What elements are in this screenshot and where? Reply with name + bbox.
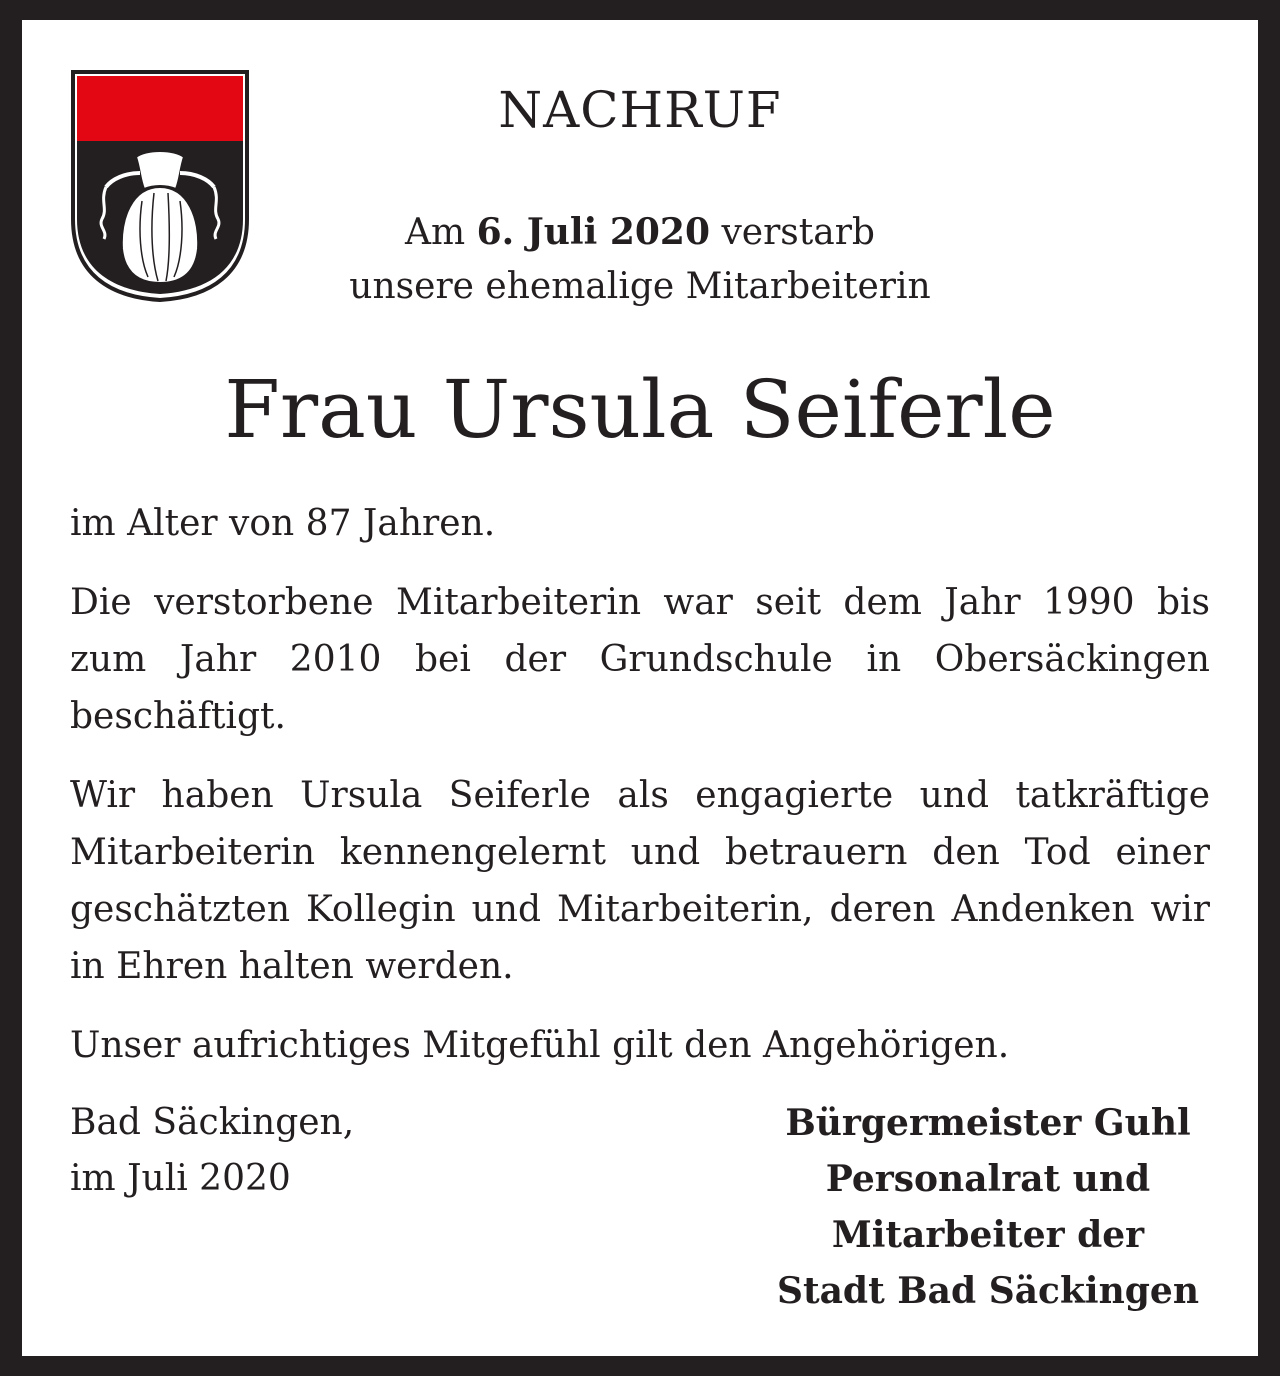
place-line: Bad Säckingen, [70, 1102, 355, 1143]
place-date [70, 1095, 354, 1207]
signature-block [758, 1095, 1218, 1319]
death-date: 6. Juli 2020 [476, 211, 711, 253]
intro-text [22, 205, 1258, 314]
paragraph-tribute: Wir haben Ursula Seiferle als engagierte und tatkräftige Mitarbeiterin kennengelernt und betrauern den Tod einer geschätzten Kollegin und Mitarbeiterin, deren Andenken wir in Ehren halten werden. [70, 775, 1210, 987]
paragraph-condolence: Unser aufrichtiges Mitgefühl gilt den Angehörigen. [70, 1025, 1010, 1066]
intro-line-2: unsere ehemalige Mitarbeiterin [349, 266, 931, 307]
intro-line-1 [22, 205, 1258, 260]
intro-suffix: verstarb [710, 212, 875, 253]
paragraph-age: im Alter von 87 Jahren. [70, 503, 496, 544]
signature-line: Stadt Bad Säckingen [776, 1270, 1200, 1312]
intro-prefix: Am [405, 212, 477, 253]
date-line: im Juli 2020 [70, 1158, 291, 1199]
page-title: NACHRUF [498, 81, 782, 139]
signature-line: Bürgermeister Guhl [785, 1102, 1191, 1144]
signature-line: Personalrat und [825, 1158, 1151, 1200]
obituary-body [70, 495, 1210, 1096]
signature-line: Mitarbeiter der [831, 1214, 1145, 1256]
deceased-name: Frau Ursula Seiferle [224, 363, 1056, 456]
obituary-notice [22, 20, 1258, 1356]
paragraph-employment: Die verstorbene Mitarbeiterin war seit dem Jahr 1990 bis zum Jahr 2010 bei der Grundschule in Obersäckingen beschäftigt. [70, 582, 1210, 737]
